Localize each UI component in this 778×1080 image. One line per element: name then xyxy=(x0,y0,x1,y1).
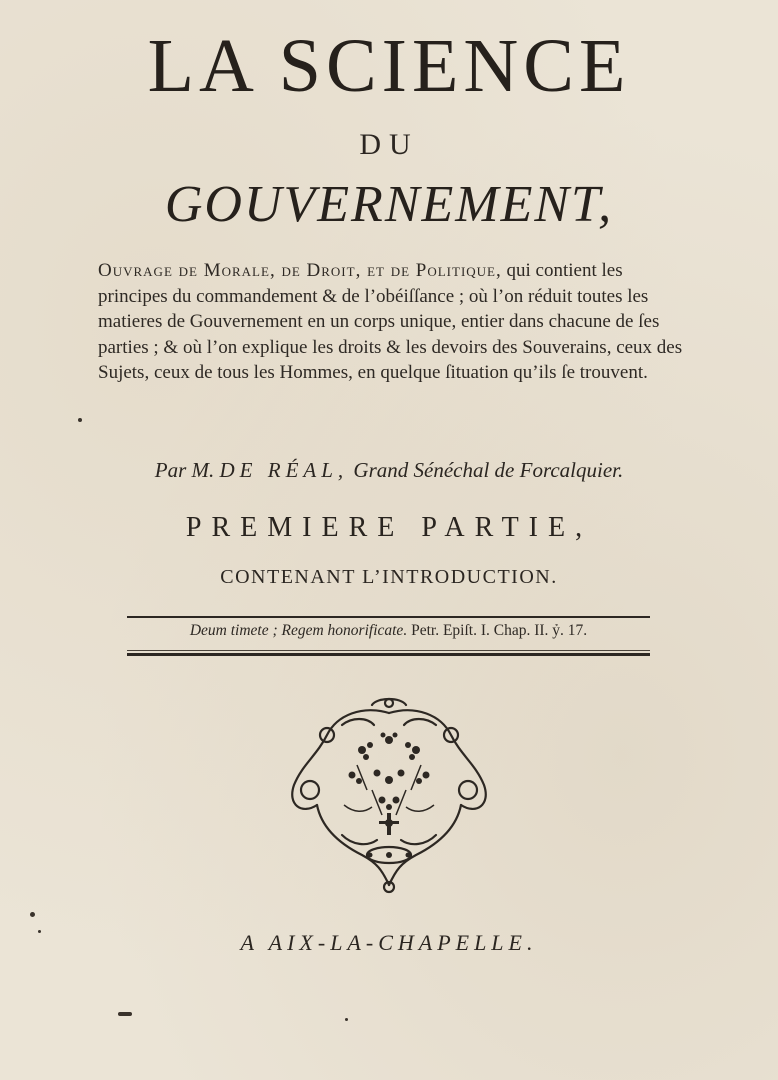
paper-speck xyxy=(30,912,35,917)
author-name: DE RÉAL, xyxy=(219,458,349,482)
paper-speck xyxy=(78,418,82,422)
author-prefix: Par M. xyxy=(154,458,215,482)
subtitle-lead: Ouvrage de Morale, de Droit, et de Politique, xyxy=(98,260,502,281)
imprint-place: A AIX-LA-CHAPELLE. xyxy=(240,930,538,955)
epigraph-quote: Deum timete ; Regem honorificate. xyxy=(189,622,408,639)
part-heading: PREMIERE PARTIE, xyxy=(185,512,593,543)
rule-top xyxy=(127,616,650,618)
contents-heading: CONTENANT L’INTRODUCTION. xyxy=(220,566,558,588)
paper-speck xyxy=(118,1012,132,1016)
book-title-gouvernement: GOUVERNEMENT, xyxy=(164,176,614,233)
paper-speck xyxy=(38,930,41,933)
subtitle-body: qui contient les principes du commandement & de l’obéiſſance ; où l’on réduit toutes les matieres de Gouvernement en un corps unique, entier dans chacune de ſes parties ; & où l’on explique les droits & les devoirs des Souverains, ceux des Sujets, ceux de tous les Hommes, en quelque ſituation qu’ils ſe trouvent. xyxy=(98,260,683,383)
epigraph xyxy=(127,622,650,640)
book-title-main: LA SCIENCE xyxy=(147,24,631,108)
rule-bottom xyxy=(127,653,650,656)
paper-speck xyxy=(345,1018,348,1021)
author-title: Grand Sénéchal de Forcalquier. xyxy=(353,458,624,482)
rule-bottom-thin xyxy=(127,650,650,651)
author-line xyxy=(0,458,778,483)
subtitle-paragraph xyxy=(98,258,688,386)
floral-vignette-icon xyxy=(282,695,496,895)
epigraph-reference: Petr. Epiſt. I. Chap. II. ỷ. 17. xyxy=(411,622,588,639)
book-title-du: DU xyxy=(359,128,419,161)
